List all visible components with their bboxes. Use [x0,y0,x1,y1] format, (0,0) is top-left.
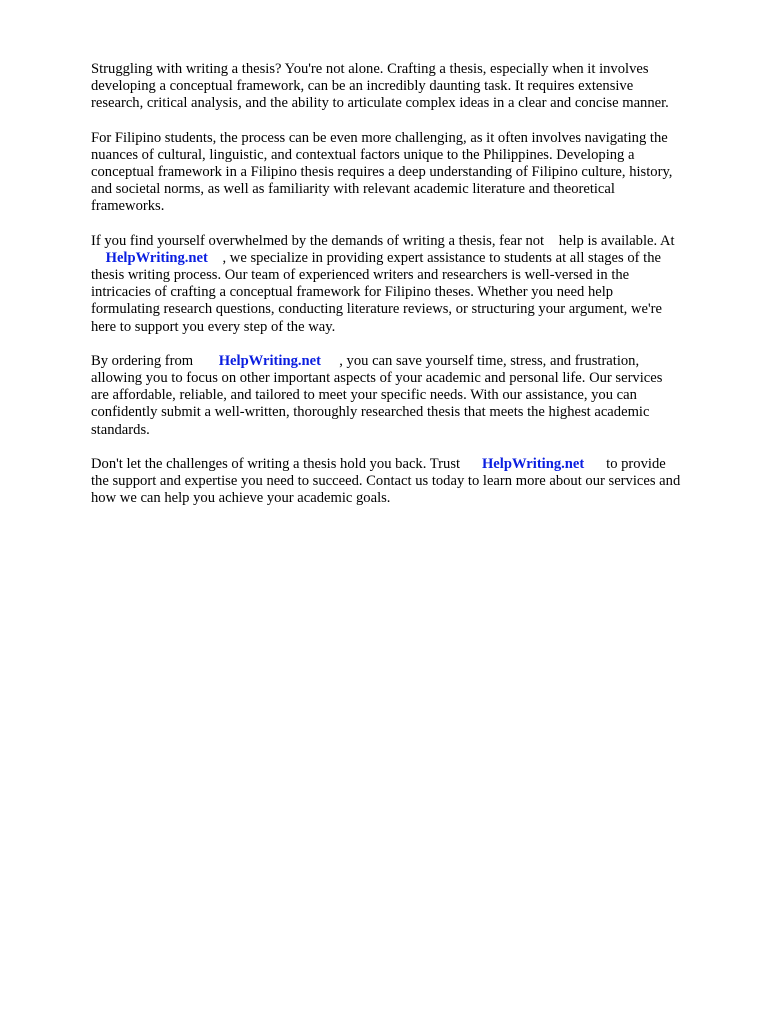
text-line: thesis writing process. Our team of experienced writers and researchers is well-versed in the [91,267,630,284]
text-line: how we can help you achieve your academic goals. [91,490,391,507]
text-line: By ordering from HelpWriting.net , you can save yourself time, stress, and frustration, [91,352,640,369]
text-line: Don't let the challenges of writing a thesis hold you back. Trust HelpWriting.net to provide [91,455,666,472]
document-page [91,61,721,524]
text-line: and societal norms, as well as familiarity with relevant academic literature and theoretical [91,181,615,198]
helpwriting-link[interactable]: HelpWriting.net [105,249,208,266]
text-line: If you find yourself overwhelmed by the demands of writing a thesis, fear not help is available. At [91,232,675,249]
text-line: conceptual framework in a Filipino thesis requires a deep understanding of Filipino culture, history, [91,164,673,181]
paragraph-closing [91,456,721,508]
text-line: standards. [91,421,150,438]
text-line: intricacies of crafting a conceptual framework for Filipino theses. Whether you need help [91,284,614,301]
text-line: developing a conceptual framework, can be an incredibly daunting task. It requires extensive [91,78,634,95]
paragraph-intro [91,61,721,113]
text-line: allowing you to focus on other important aspects of your academic and personal life. Our services [91,370,663,387]
text-line: Struggling with writing a thesis? You're not alone. Crafting a thesis, especially when it involves [91,61,649,77]
paragraph-filipino-students [91,130,721,216]
text-line: formulating research questions, conducting literature reviews, or structuring your argument, we're [91,301,662,318]
paragraph-ordering [91,353,721,439]
text-line: HelpWriting.net , we specialize in providing expert assistance to students at all stages of the [105,249,661,266]
text-line: frameworks. [91,198,165,215]
paragraph-help-available [91,233,721,336]
text-line: For Filipino students, the process can be even more challenging, as it often involves navigating the [91,129,668,146]
text-line: here to support you every step of the way. [91,318,336,335]
helpwriting-link[interactable]: HelpWriting.net [481,455,585,472]
text-line: confidently submit a well-written, thoroughly researched thesis that meets the highest academic [91,404,650,421]
text-line: nuances of cultural, linguistic, and contextual factors unique to the Philippines. Developing a [91,146,635,163]
text-line: the support and expertise you need to succeed. Contact us today to learn more about our services and [91,473,681,490]
helpwriting-link[interactable]: HelpWriting.net [218,352,321,369]
text-line: are affordable, reliable, and tailored to meet your specific needs. With our assistance, you can [91,387,637,404]
text-line: research, critical analysis, and the ability to articulate complex ideas in a clear and concise manner. [91,95,669,112]
